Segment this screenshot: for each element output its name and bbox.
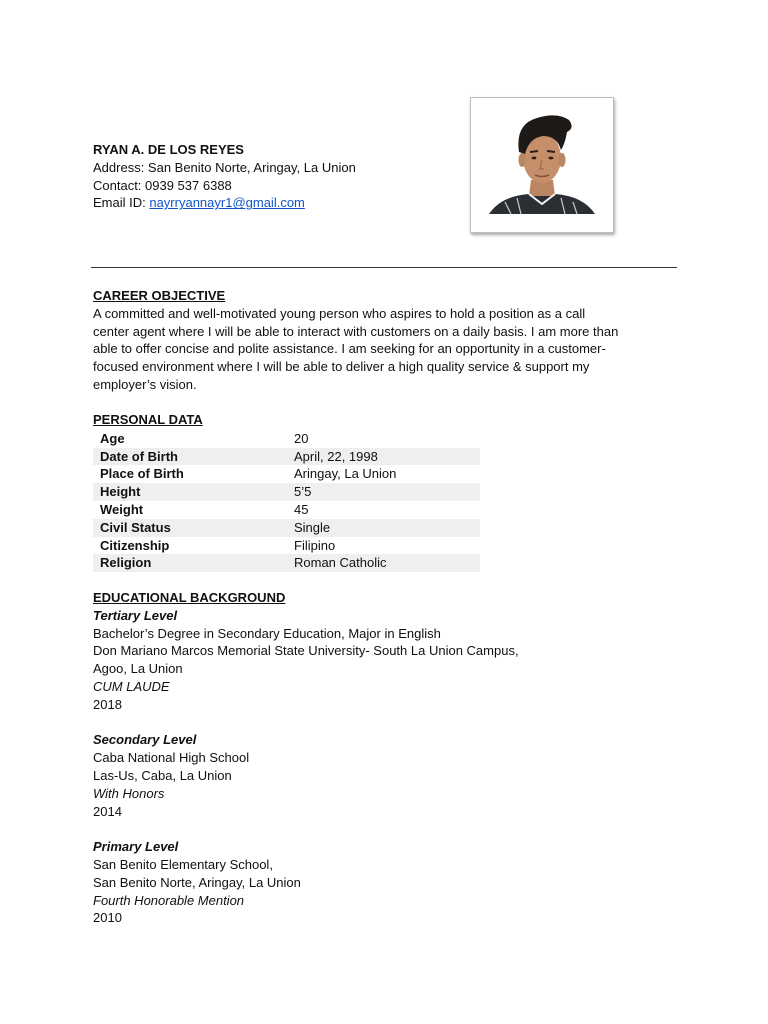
primary-honor: Fourth Honorable Mention [93, 892, 245, 908]
tertiary-location: Agoo, La Union [93, 661, 183, 677]
row-value: 45 [294, 501, 309, 517]
objective-line: center agent where I will be able to interact with customers on a daily basis. I am more than [93, 323, 619, 339]
table-row [93, 519, 480, 537]
row-label: Age [100, 430, 125, 446]
primary-school: San Benito Elementary School, [93, 856, 273, 872]
section-divider [91, 267, 677, 268]
row-label: Date of Birth [93, 448, 294, 466]
tertiary-honor: CUM LAUDE [93, 678, 170, 694]
tertiary-degree: Bachelor’s Degree in Secondary Education, Major in English [93, 625, 441, 641]
objective-paragraph [93, 305, 683, 394]
secondary-entry [93, 731, 693, 820]
career-objective-section [93, 287, 683, 394]
objective-line: employer’s vision. [93, 376, 197, 392]
secondary-level-label: Secondary Level [93, 732, 197, 748]
row-value: April, 22, 1998 [294, 448, 480, 466]
table-row [93, 483, 480, 501]
row-value: Aringay, La Union [294, 466, 397, 482]
address-line: Address: San Benito Norte, Aringay, La Union [93, 159, 356, 175]
primary-level-label: Primary Level [93, 839, 179, 855]
avatar-icon [471, 98, 613, 232]
secondary-year: 2014 [93, 803, 122, 819]
email-line [93, 194, 453, 212]
primary-location: San Benito Norte, Aringay, La Union [93, 874, 301, 890]
secondary-location: Las-Us, Caba, La Union [93, 767, 232, 783]
spacer [93, 714, 693, 732]
primary-year: 2010 [93, 910, 122, 926]
career-objective-heading: CAREER OBJECTIVE [93, 288, 226, 303]
table-row [93, 501, 480, 519]
educational-background-section [93, 589, 693, 927]
email-link[interactable]: nayrryannayr1@gmail.com [149, 195, 305, 211]
row-value: 5’5 [294, 483, 480, 501]
row-label: Place of Birth [100, 466, 184, 482]
row-value: 20 [294, 430, 309, 446]
tertiary-level-label: Tertiary Level [93, 607, 178, 623]
education-heading: EDUCATIONAL BACKGROUND [93, 590, 286, 605]
objective-line: A committed and well-motivated young person who aspires to hold a position as a call [93, 305, 586, 321]
tertiary-year: 2018 [93, 696, 122, 712]
row-value: Roman Catholic [294, 554, 480, 572]
row-label: Height [93, 483, 294, 501]
table-row [93, 554, 480, 572]
secondary-honor: With Honors [93, 785, 165, 801]
row-value: Single [294, 519, 480, 537]
row-label: Citizenship [100, 537, 170, 553]
email-label: Email ID: [93, 195, 150, 211]
table-row [93, 430, 480, 448]
tertiary-entry [93, 607, 693, 714]
primary-entry [93, 838, 693, 927]
secondary-school: Caba National High School [93, 750, 250, 766]
personal-data-heading: PERSONAL DATA [93, 412, 203, 427]
row-label: Weight [100, 501, 144, 517]
table-row [93, 537, 480, 555]
tertiary-school: Don Mariano Marcos Memorial State University- South La Union Campus, [93, 643, 519, 659]
objective-line: focused environment where I will be able to deliver a high quality service & support my [93, 359, 590, 375]
personal-data-table [93, 430, 480, 572]
personal-data-section [93, 411, 483, 572]
contact-header [93, 141, 453, 212]
contact-line: Contact: 0939 537 6388 [93, 177, 232, 193]
row-label: Civil Status [93, 519, 294, 537]
spacer [93, 820, 693, 838]
row-label: Religion [93, 554, 294, 572]
table-row [93, 448, 480, 466]
applicant-name: RYAN A. DE LOS REYES [93, 142, 244, 157]
row-value: Filipino [294, 537, 336, 553]
table-row [93, 465, 480, 483]
objective-line: able to offer concise and polite assistance. I am seeking for an opportunity in a customer- [93, 341, 606, 357]
profile-photo [470, 97, 614, 233]
